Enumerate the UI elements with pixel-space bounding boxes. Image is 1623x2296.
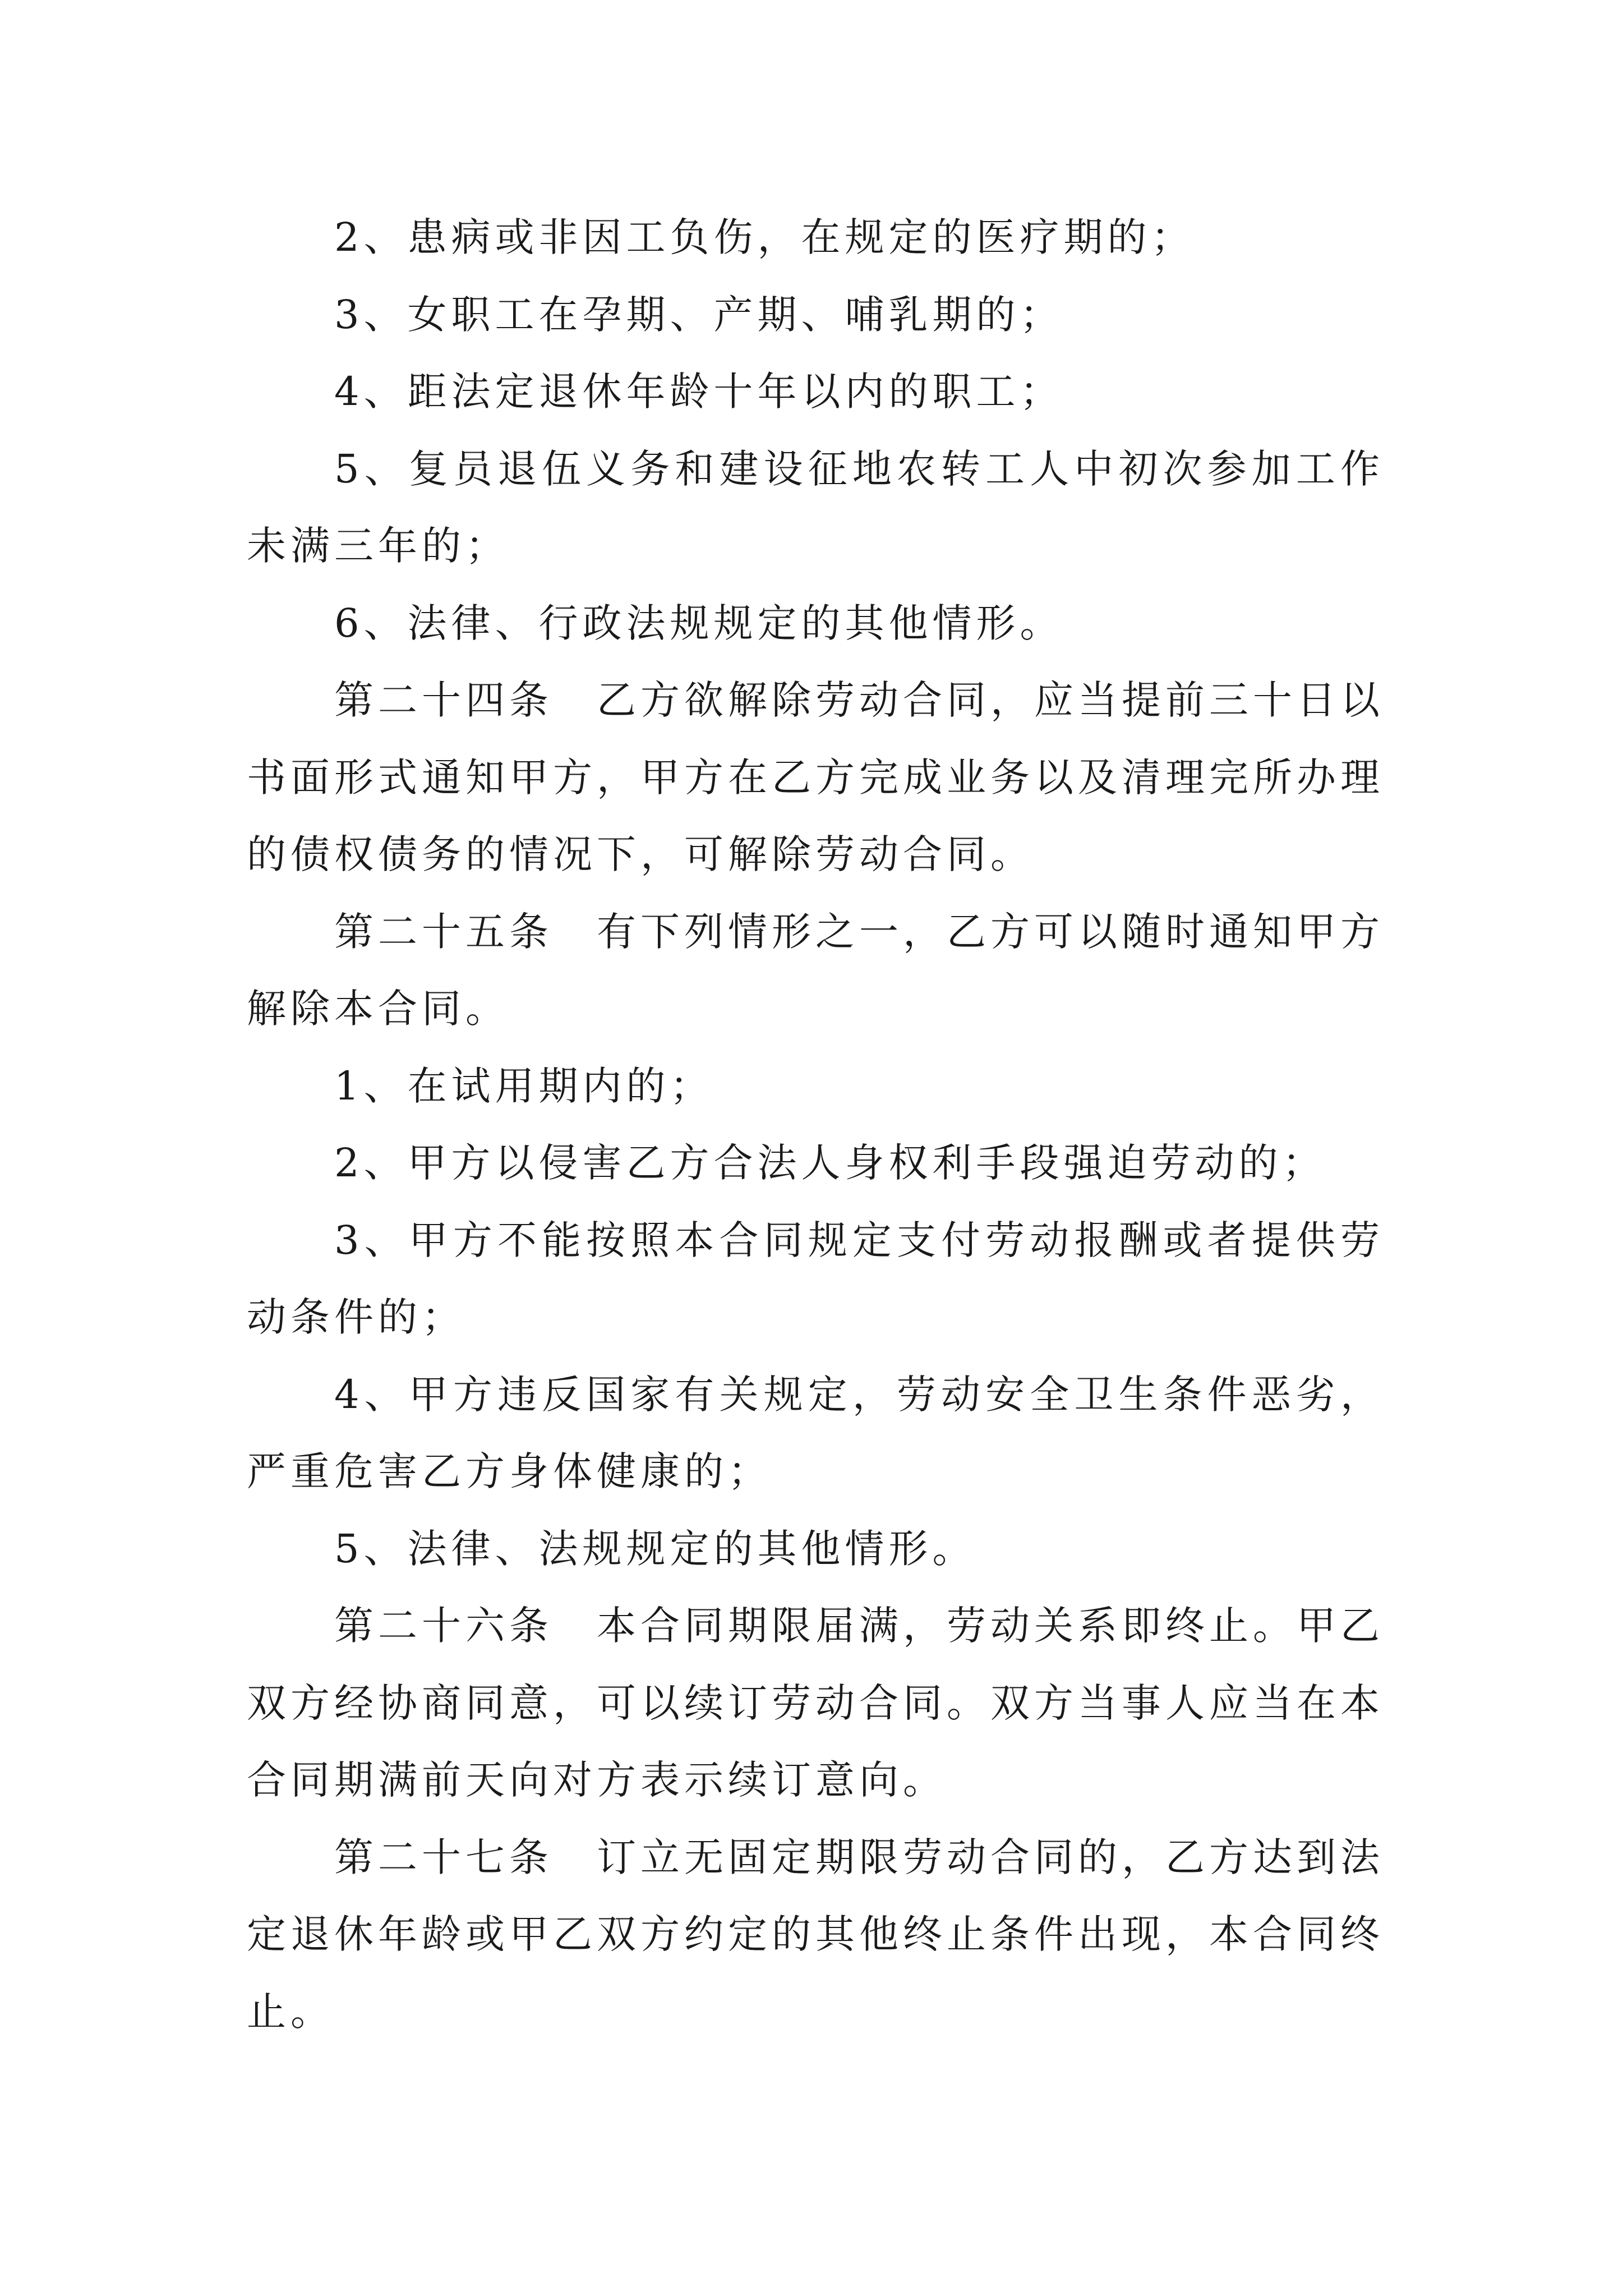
paragraph: 3、女职工在孕期、产期、哺乳期的； — [334, 291, 1064, 338]
article-25-paragraph: 第二十五条 有下列情形之一，乙方可以随时通知甲方解除本合同。 — [247, 908, 1384, 1032]
article-27-paragraph: 第二十七条 订立无固定期限劳动合同的，乙方达到法定退休年龄或甲乙双方约定的其他终止条件出现，本合同终止。 — [247, 1834, 1384, 2035]
paragraph: 5、复员退伍义务和建设征地农转工人中初次参加工作未满三年的； — [247, 445, 1384, 569]
paragraph: 6、法律、行政法规规定的其他情形。 — [334, 600, 1064, 646]
paragraph: 5、法律、法规规定的其他情形。 — [334, 1525, 976, 1572]
paragraph: 2、患病或非因工负伤，在规定的医疗期的； — [334, 214, 1195, 260]
paragraph: 4、甲方违反国家有关规定，劳动安全卫生条件恶劣，严重危害乙方身体健康的； — [247, 1371, 1384, 1494]
article-26-paragraph: 第二十六条 本合同期限届满，劳动关系即终止。甲乙双方经协商同意，可以续订劳动合同。双方当事人应当在本合同期满前天向对方表示续订意向。 — [247, 1603, 1384, 1803]
paragraph: 2、甲方以侵害乙方合法人身权利手段强迫劳动的； — [334, 1140, 1326, 1186]
paragraph: 4、距法定退休年龄十年以内的职工； — [334, 369, 1064, 415]
document-body — [247, 199, 1384, 2050]
paragraph: 1、在试用期内的； — [334, 1062, 714, 1109]
article-24-paragraph: 第二十四条 乙方欲解除劳动合同，应当提前三十日以书面形式通知甲方，甲方在乙方完成业务以及清理完所办理的债权债务的情况下，可解除劳动合同。 — [247, 677, 1384, 877]
paragraph: 3、甲方不能按照本合同规定支付劳动报酬或者提供劳动条件的； — [247, 1217, 1384, 1340]
